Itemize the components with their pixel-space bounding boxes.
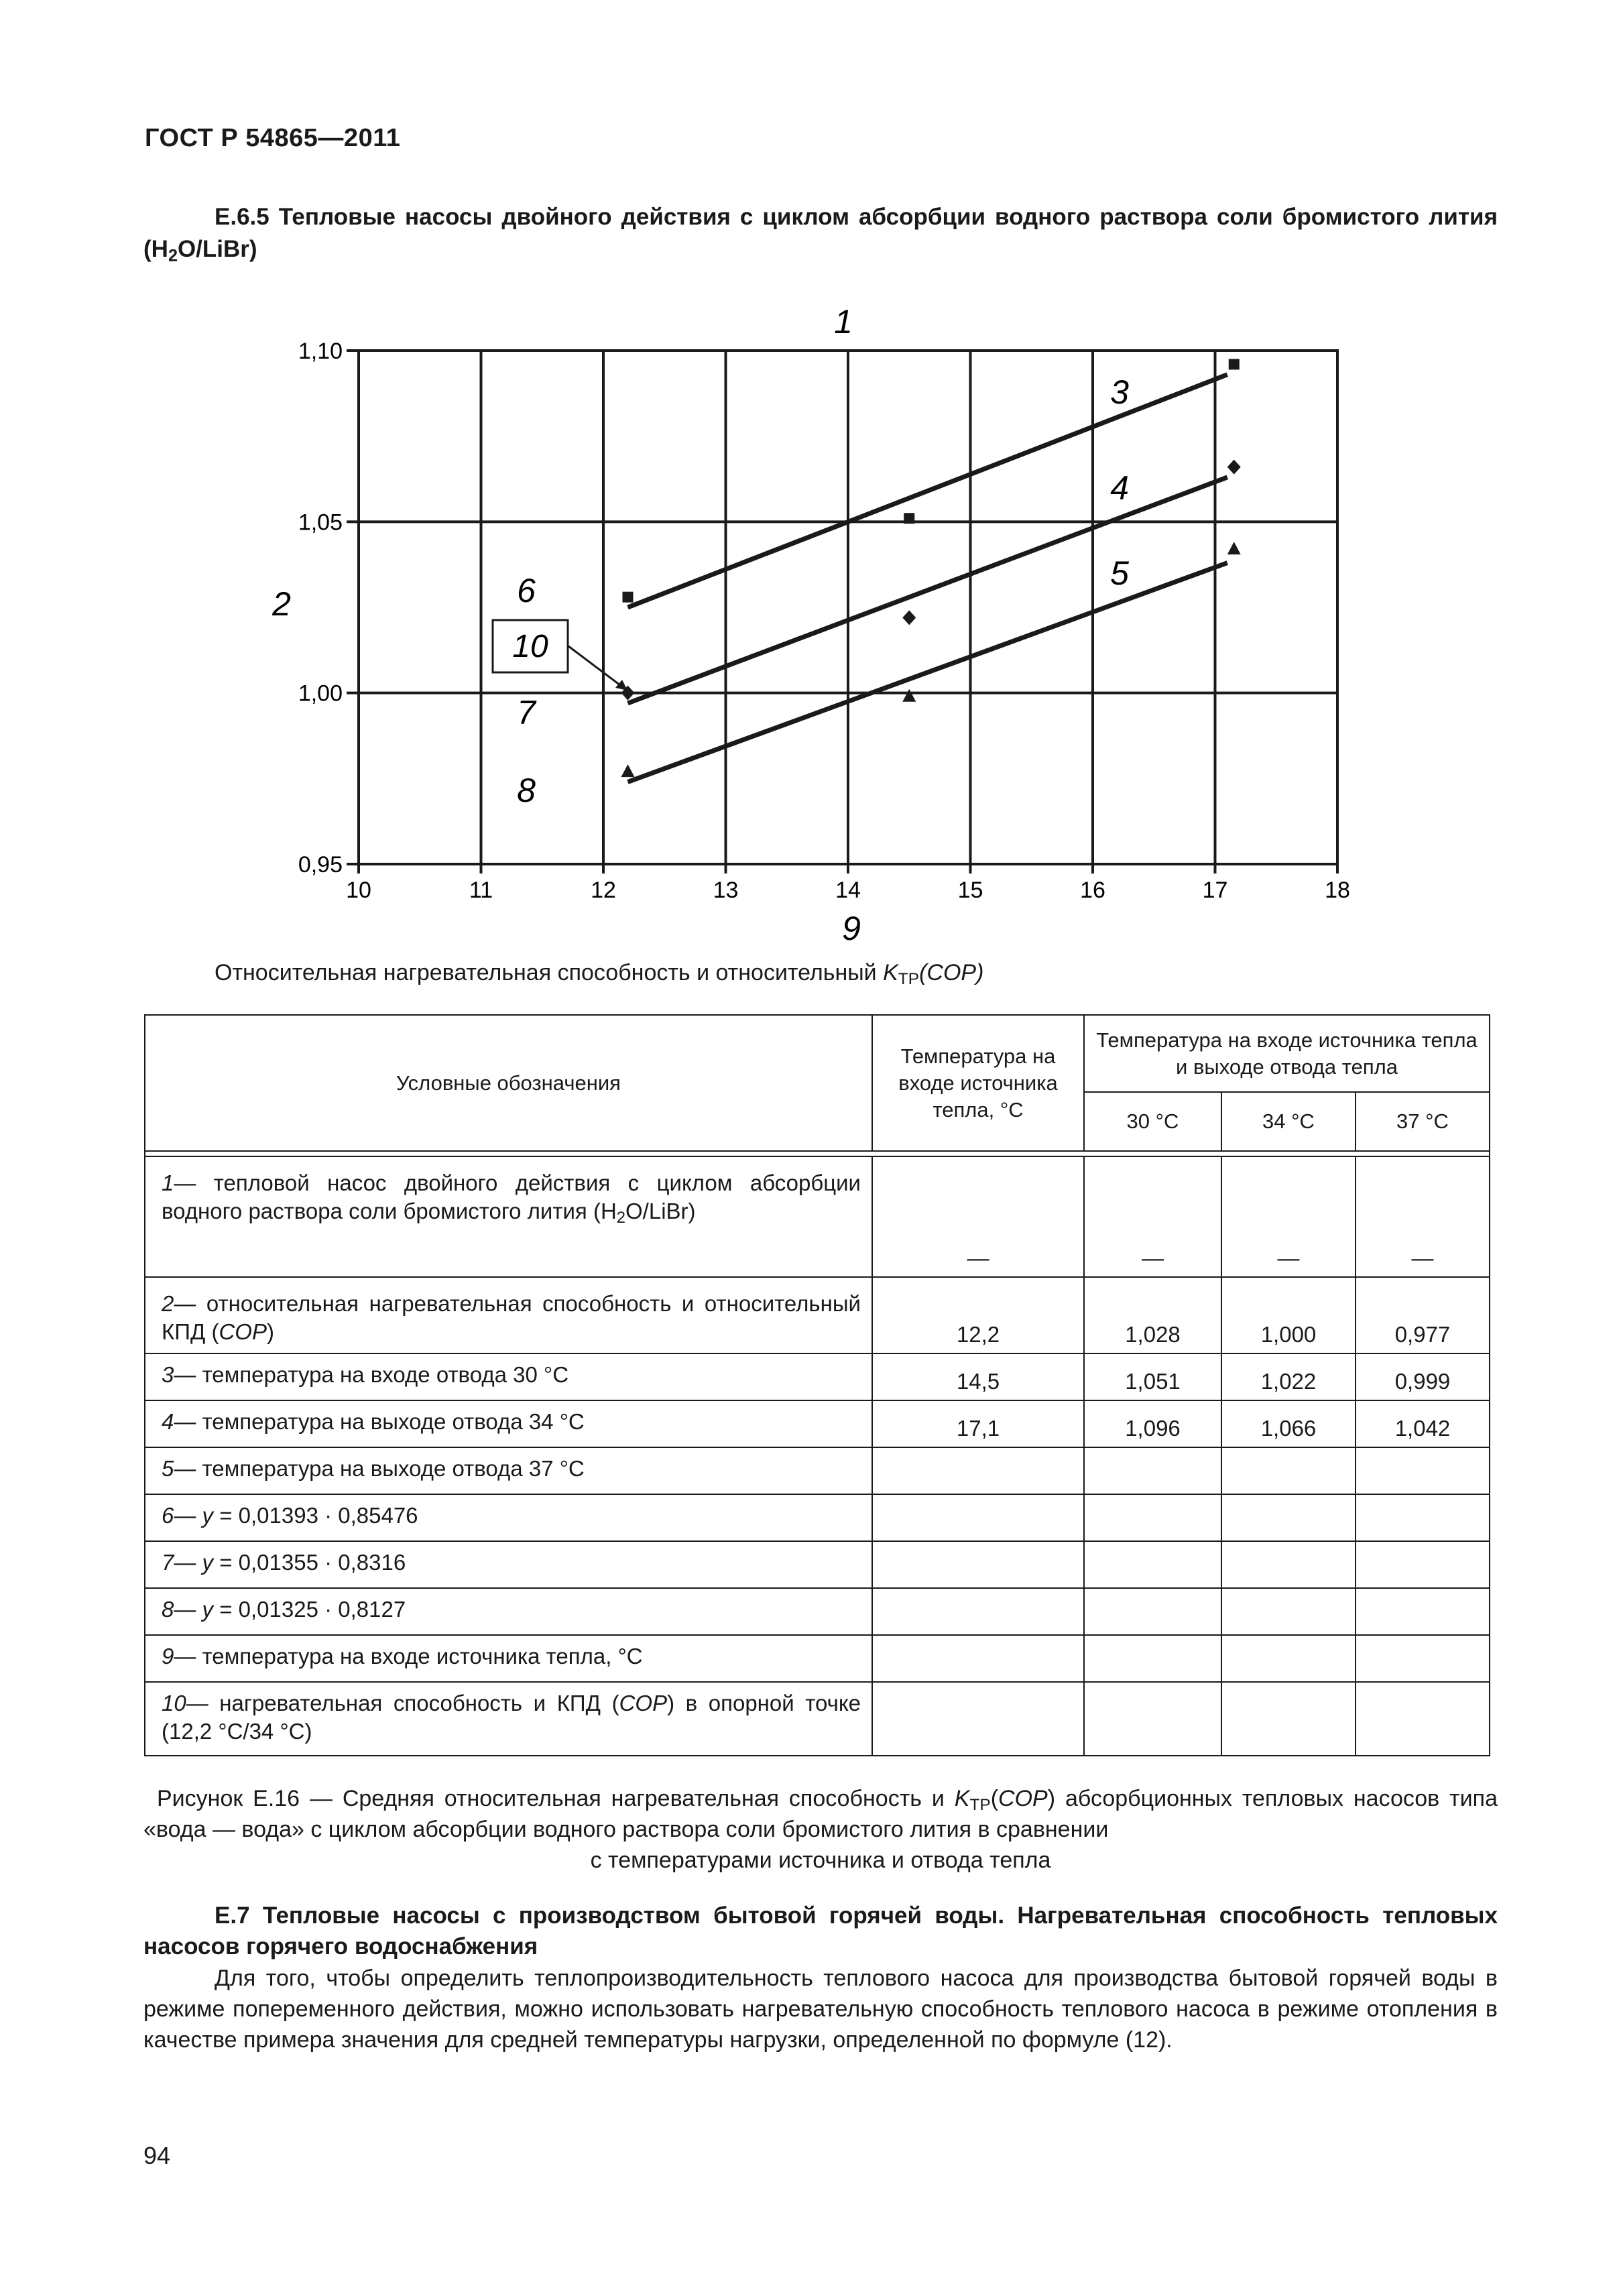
value-cell: 17,1 xyxy=(872,1400,1084,1447)
section-e7-body: Для того, чтобы определить теплопроизводительность теплового насоса для производства бытовой горячей воды в режиме попеременного действия, можно использовать нагревательную способность теплового насоса в режиме отопления в качестве примера значения для средней температуры нагрузки, определенной по формуле (12). xyxy=(143,1966,1498,2053)
value-cell xyxy=(872,1494,1084,1541)
document-header: ГОСТ Р 54865—2011 xyxy=(145,124,401,152)
legend-cell: 3— температура на входе отвода 30 °С xyxy=(145,1353,872,1400)
x-tick-label: 10 xyxy=(346,878,371,903)
chart-caption: Относительная нагревательная способность и относительный $K_{ТР}(COP)$ xyxy=(215,960,984,989)
value-cell: 12,2 xyxy=(872,1277,1084,1353)
value-cell xyxy=(1356,1494,1490,1541)
point-diamond xyxy=(1227,460,1241,475)
x-tick-label: 12 xyxy=(591,878,616,903)
value-cell xyxy=(1221,1635,1356,1682)
table-row xyxy=(145,1353,1490,1400)
value-cell: 1,000 xyxy=(1221,1277,1356,1353)
point-triangle xyxy=(1227,542,1241,554)
page-number: 94 xyxy=(143,2142,171,2169)
section-title: Е.6.5 Тепловые насосы двойного действия с циклом абсорбции водного раствора соли бромистого лития $(H_2O/LiBr)$ xyxy=(143,204,1498,265)
legend-cell: 6— y = 0,01393 · 0,85476 xyxy=(145,1494,872,1541)
value-cell xyxy=(1084,1541,1221,1588)
value-cell xyxy=(1221,1541,1356,1588)
label-3: 3 xyxy=(1110,373,1129,411)
x-tick-label: 16 xyxy=(1080,878,1105,903)
header-col-34: 34 °С xyxy=(1221,1092,1356,1151)
table-row xyxy=(145,1635,1490,1682)
fit-line-3 xyxy=(628,375,1227,607)
value-cell xyxy=(1084,1447,1221,1494)
value-cell xyxy=(1221,1494,1356,1541)
table-row xyxy=(145,1588,1490,1635)
value-cell: 14,5 xyxy=(872,1353,1084,1400)
label-6: 6 xyxy=(517,572,536,609)
value-cell: 0,977 xyxy=(1356,1277,1490,1353)
y-tick-label: 1,05 xyxy=(298,509,343,536)
x-tick-labels xyxy=(346,878,1350,903)
value-cell xyxy=(872,1682,1084,1756)
value-cell: 1,051 xyxy=(1084,1353,1221,1400)
value-cell xyxy=(1221,1682,1356,1756)
chart-grid xyxy=(347,351,1337,873)
table-row xyxy=(145,1447,1490,1494)
label-7: 7 xyxy=(517,694,536,731)
fit-line-5 xyxy=(628,563,1227,782)
point-square xyxy=(623,592,634,603)
table-row xyxy=(145,1682,1490,1756)
value-cell xyxy=(1084,1635,1221,1682)
value-cell: 1,022 xyxy=(1221,1353,1356,1400)
header-legend: Условные обозначения xyxy=(145,1015,872,1151)
point-square xyxy=(1229,359,1240,369)
value-cell: 1,066 xyxy=(1221,1400,1356,1447)
header-col-37: 37 °С xyxy=(1356,1092,1490,1151)
value-cell xyxy=(872,1635,1084,1682)
y-tick-label: 1,00 xyxy=(298,680,343,707)
table-row xyxy=(145,1494,1490,1541)
y-tick-label: 0,95 xyxy=(298,852,343,878)
label-10-arrowhead xyxy=(615,680,627,690)
value-cell xyxy=(872,1447,1084,1494)
y-tick-labels xyxy=(298,339,343,878)
legend-cell: 2— относительная нагревательная способность и относительный КПД (COP) xyxy=(145,1277,872,1353)
label-4: 4 xyxy=(1110,469,1129,507)
fit-line-4 xyxy=(628,477,1227,703)
value-cell: 1,042 xyxy=(1356,1400,1490,1447)
x-tick-label: 14 xyxy=(835,878,861,903)
point-triangle xyxy=(902,689,916,702)
legend-table-wrapper xyxy=(144,1014,1490,1756)
legend-cell: 10— нагревательная способность и КПД (COP) в опорной точке (12,2 °С/34 °С) xyxy=(145,1682,872,1756)
x-tick-label: 15 xyxy=(957,878,983,903)
value-cell xyxy=(1221,1447,1356,1494)
value-cell xyxy=(872,1588,1084,1635)
value-cell xyxy=(1356,1682,1490,1756)
point-square xyxy=(904,513,914,524)
value-cell: — xyxy=(1356,1156,1490,1277)
value-cell: 1,096 xyxy=(1084,1400,1221,1447)
label-8: 8 xyxy=(517,772,536,809)
value-cell: — xyxy=(1084,1156,1221,1277)
value-cell xyxy=(1356,1447,1490,1494)
x-tick-label: 17 xyxy=(1202,878,1228,903)
legend-cell: 9— температура на входе источника тепла, °С xyxy=(145,1635,872,1682)
table-row xyxy=(145,1156,1490,1277)
value-cell xyxy=(1356,1635,1490,1682)
header-group: Температура на входе источника тепла и выходе отвода тепла xyxy=(1084,1015,1490,1092)
section-e7-title: Е.7 Тепловые насосы с производством бытовой горячей воды. Нагревательная способность тепловых насосов горячего водоснабжения xyxy=(143,1902,1498,1959)
fit-lines xyxy=(628,375,1227,782)
value-cell: 0,999 xyxy=(1356,1353,1490,1400)
y-tick-label: 1,10 xyxy=(298,339,343,364)
value-cell: — xyxy=(872,1156,1084,1277)
value-cell xyxy=(1084,1682,1221,1756)
chart xyxy=(0,0,1623,952)
header-col-30: 30 °С xyxy=(1084,1092,1221,1151)
label-2: 2 xyxy=(272,585,291,623)
table-row xyxy=(145,1541,1490,1588)
value-cell xyxy=(1084,1494,1221,1541)
legend-cell: 4— температура на выходе отвода 34 °С xyxy=(145,1400,872,1447)
figure-caption: Рисунок Е.16 — Средняя относительная нагревательная способность и $K_{ТР}(COP)$ абсорбционных тепловых насосов типа «вода — вода» с циклом абсорбции водного раствора соли бромистого лития в сравнении с температурами источника и отвода тепла xyxy=(143,1786,1498,1873)
legend-cell: 8— y = 0,01325 · 0,8127 xyxy=(145,1588,872,1635)
x-tick-label: 18 xyxy=(1325,878,1350,903)
value-cell: 1,028 xyxy=(1084,1277,1221,1353)
table-row xyxy=(145,1277,1490,1353)
point-diamond xyxy=(902,610,916,625)
header-temp: Температура на входе источника тепла, °С xyxy=(872,1015,1084,1151)
label-10: 10 xyxy=(512,629,548,664)
value-cell xyxy=(1221,1588,1356,1635)
label-1: 1 xyxy=(834,303,853,341)
point-triangle xyxy=(621,764,635,777)
value-cell xyxy=(1356,1588,1490,1635)
value-cell xyxy=(1084,1588,1221,1635)
value-cell xyxy=(1356,1541,1490,1588)
value-cell xyxy=(872,1541,1084,1588)
label-5: 5 xyxy=(1110,554,1129,592)
x-tick-label: 13 xyxy=(713,878,739,903)
legend-cell: 7— y = 0,01355 · 0,8316 xyxy=(145,1541,872,1588)
x-tick-label: 11 xyxy=(469,878,493,903)
value-cell: — xyxy=(1221,1156,1356,1277)
legend-table xyxy=(144,1014,1490,1756)
table-row xyxy=(145,1400,1490,1447)
label-10-leader xyxy=(568,646,620,685)
legend-cell: 5— температура на выходе отвода 37 °С xyxy=(145,1447,872,1494)
data-points xyxy=(621,359,1241,777)
label-9: 9 xyxy=(842,910,861,947)
legend-cell: 1— тепловой насос двойного действия с циклом абсорбции водного раствора соли бромистого лития $(H_2O/LiBr)$ xyxy=(145,1156,872,1277)
